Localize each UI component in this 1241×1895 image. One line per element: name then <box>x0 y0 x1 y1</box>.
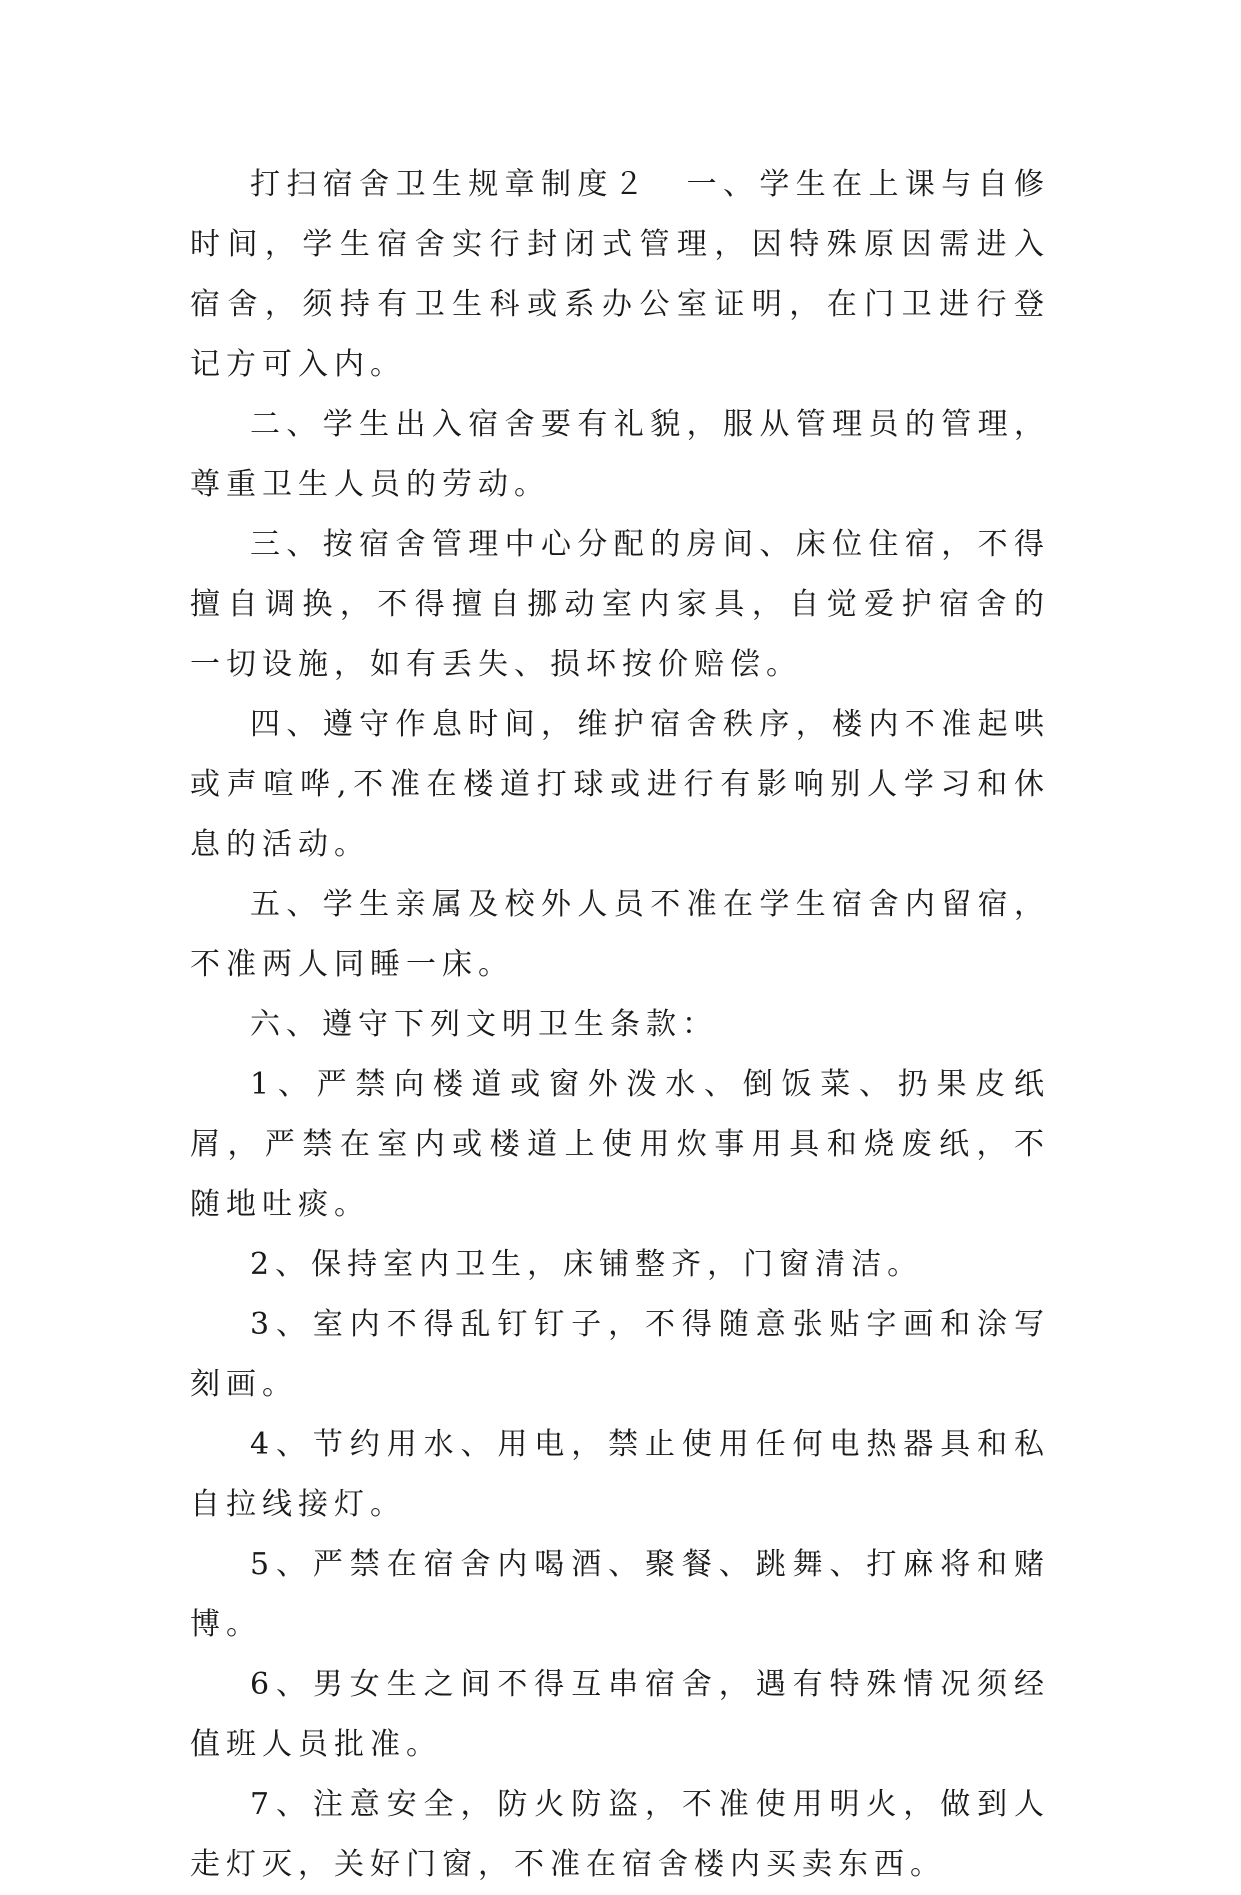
list-item-4: 4、节约用水、用电，禁止使用任何电热器具和私自拉线接灯。 <box>190 1427 1050 1522</box>
list-item-7: 7、注意安全，防火防盗，不准使用明火，做到人走灯灭，关好门窗，不准在宿舍楼内买卖东西。 <box>190 1787 1050 1882</box>
paragraph-5: 五、学生亲属及校外人员不准在学生宿舍内留宿，不准两人同睡一床。 <box>190 887 1050 982</box>
list-item-6: 6、男女生之间不得互串宿舍，遇有特殊情况须经值班人员批准。 <box>190 1667 1050 1762</box>
list-item-5: 5、严禁在宿舍内喝酒、聚餐、跳舞、打麻将和赌博。 <box>190 1547 1050 1642</box>
paragraph-2: 二、学生出入宿舍要有礼貌，服从管理员的管理，尊重卫生人员的劳动。 <box>190 407 1050 502</box>
document-body <box>190 155 1050 1895</box>
list-item-1: 1、严禁向楼道或窗外泼水、倒饭菜、扔果皮纸屑，严禁在室内或楼道上使用炊事用具和烧废纸，不随地吐痰。 <box>190 1067 1050 1222</box>
list-item-2: 2、保持室内卫生，床铺整齐，门窗清洁。 <box>250 1247 924 1282</box>
paragraph-1-text: 一、学生在上课与自修时间，学生宿舍实行封闭式管理，因特殊原因需进入宿舍，须持有卫生科或系办公室证明，在门卫进行登记方可入内。 <box>190 167 1051 382</box>
paragraph-4: 四、遵守作息时间，维护宿舍秩序，楼内不准起哄或声喧哗,不准在楼道打球或进行有影响别人学习和休息的活动。 <box>190 707 1050 862</box>
paragraph-6: 六、遵守下列文明卫生条款： <box>250 1007 718 1042</box>
paragraph-title-intro <box>190 155 1050 395</box>
document-title: 打扫宿舍卫生规章制度２ <box>250 167 651 202</box>
paragraph-3: 三、按宿舍管理中心分配的房间、床位住宿，不得擅自调换，不得擅自挪动室内家具，自觉爱护宿舍的一切设施，如有丢失、损坏按价赔偿。 <box>190 527 1050 682</box>
list-item-3: 3、室内不得乱钉钉子，不得随意张贴字画和涂写刻画。 <box>190 1307 1050 1402</box>
